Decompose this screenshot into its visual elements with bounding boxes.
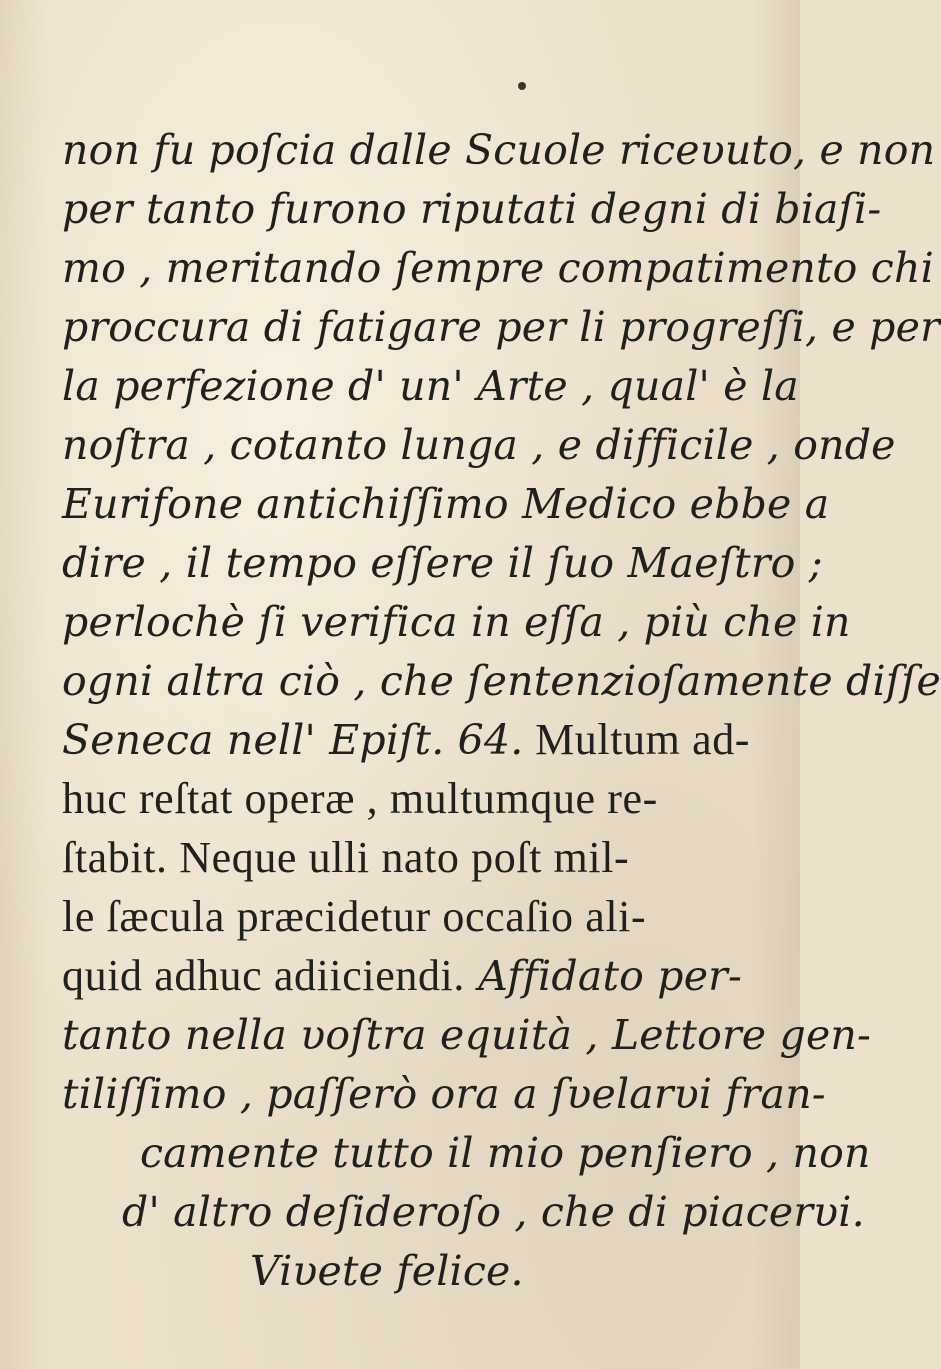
text-line-15-roman: quid adhuc adiiciendi.	[62, 951, 465, 1000]
text-line-11-roman: Multum ad-	[523, 715, 751, 764]
text-line-2: per tanto furono riputati degni di biaſi-	[62, 185, 882, 233]
text-line-1: non fu poſcia dalle Scuole riceυuto, e non	[62, 126, 936, 174]
text-line-14: le ſæcula præcidetur occaſio ali-	[62, 892, 647, 941]
text-line-13: ſtabit. Neque ulli nato poſt mil-	[62, 833, 630, 882]
text-line-11-italic: Seneca nell' Epiſt. 64.	[62, 716, 524, 764]
text-line-8: dire , il tempo eſſere il ſuo Maeſtro ;	[62, 539, 823, 587]
text-line-20: Viυete felice.	[250, 1247, 524, 1295]
text-line-12: huc reſtat operæ , multumque re-	[62, 774, 658, 823]
printer-mark	[518, 82, 526, 90]
text-line-9: perlochè ſi verifica in eſſa , più che in	[62, 598, 851, 646]
text-line-15-italic: Affidato per-	[464, 952, 743, 1000]
text-line-19: d' altro deſideroſo , che di piacerυi.	[122, 1188, 865, 1236]
text-line-5: la perfezione d' un' Arte , qual' è la	[62, 362, 799, 410]
text-line-11	[62, 716, 750, 764]
text-line-16: tanto nella υoſtra equità , Lettore gen-	[62, 1011, 872, 1059]
text-line-10: ogni altra ciò , che ſentenzioſamente diſſe	[62, 657, 941, 705]
text-line-7: Eurifone antichiſſimo Medico ebbe a	[62, 480, 830, 528]
text-line-15	[62, 952, 742, 1000]
text-line-6: noſtra , cotanto lunga , e difficile , onde	[62, 421, 896, 469]
text-line-18: camente tutto il mio penſiero , non	[140, 1129, 871, 1177]
text-line-3: mo , meritando ſempre compatimento chi	[62, 244, 934, 292]
text-line-17: tiliſſimo , paſſerò ora a ſυelarυi fran-	[62, 1070, 826, 1118]
text-line-4: proccura di fatigare per li progreſſi, e per	[62, 303, 940, 351]
